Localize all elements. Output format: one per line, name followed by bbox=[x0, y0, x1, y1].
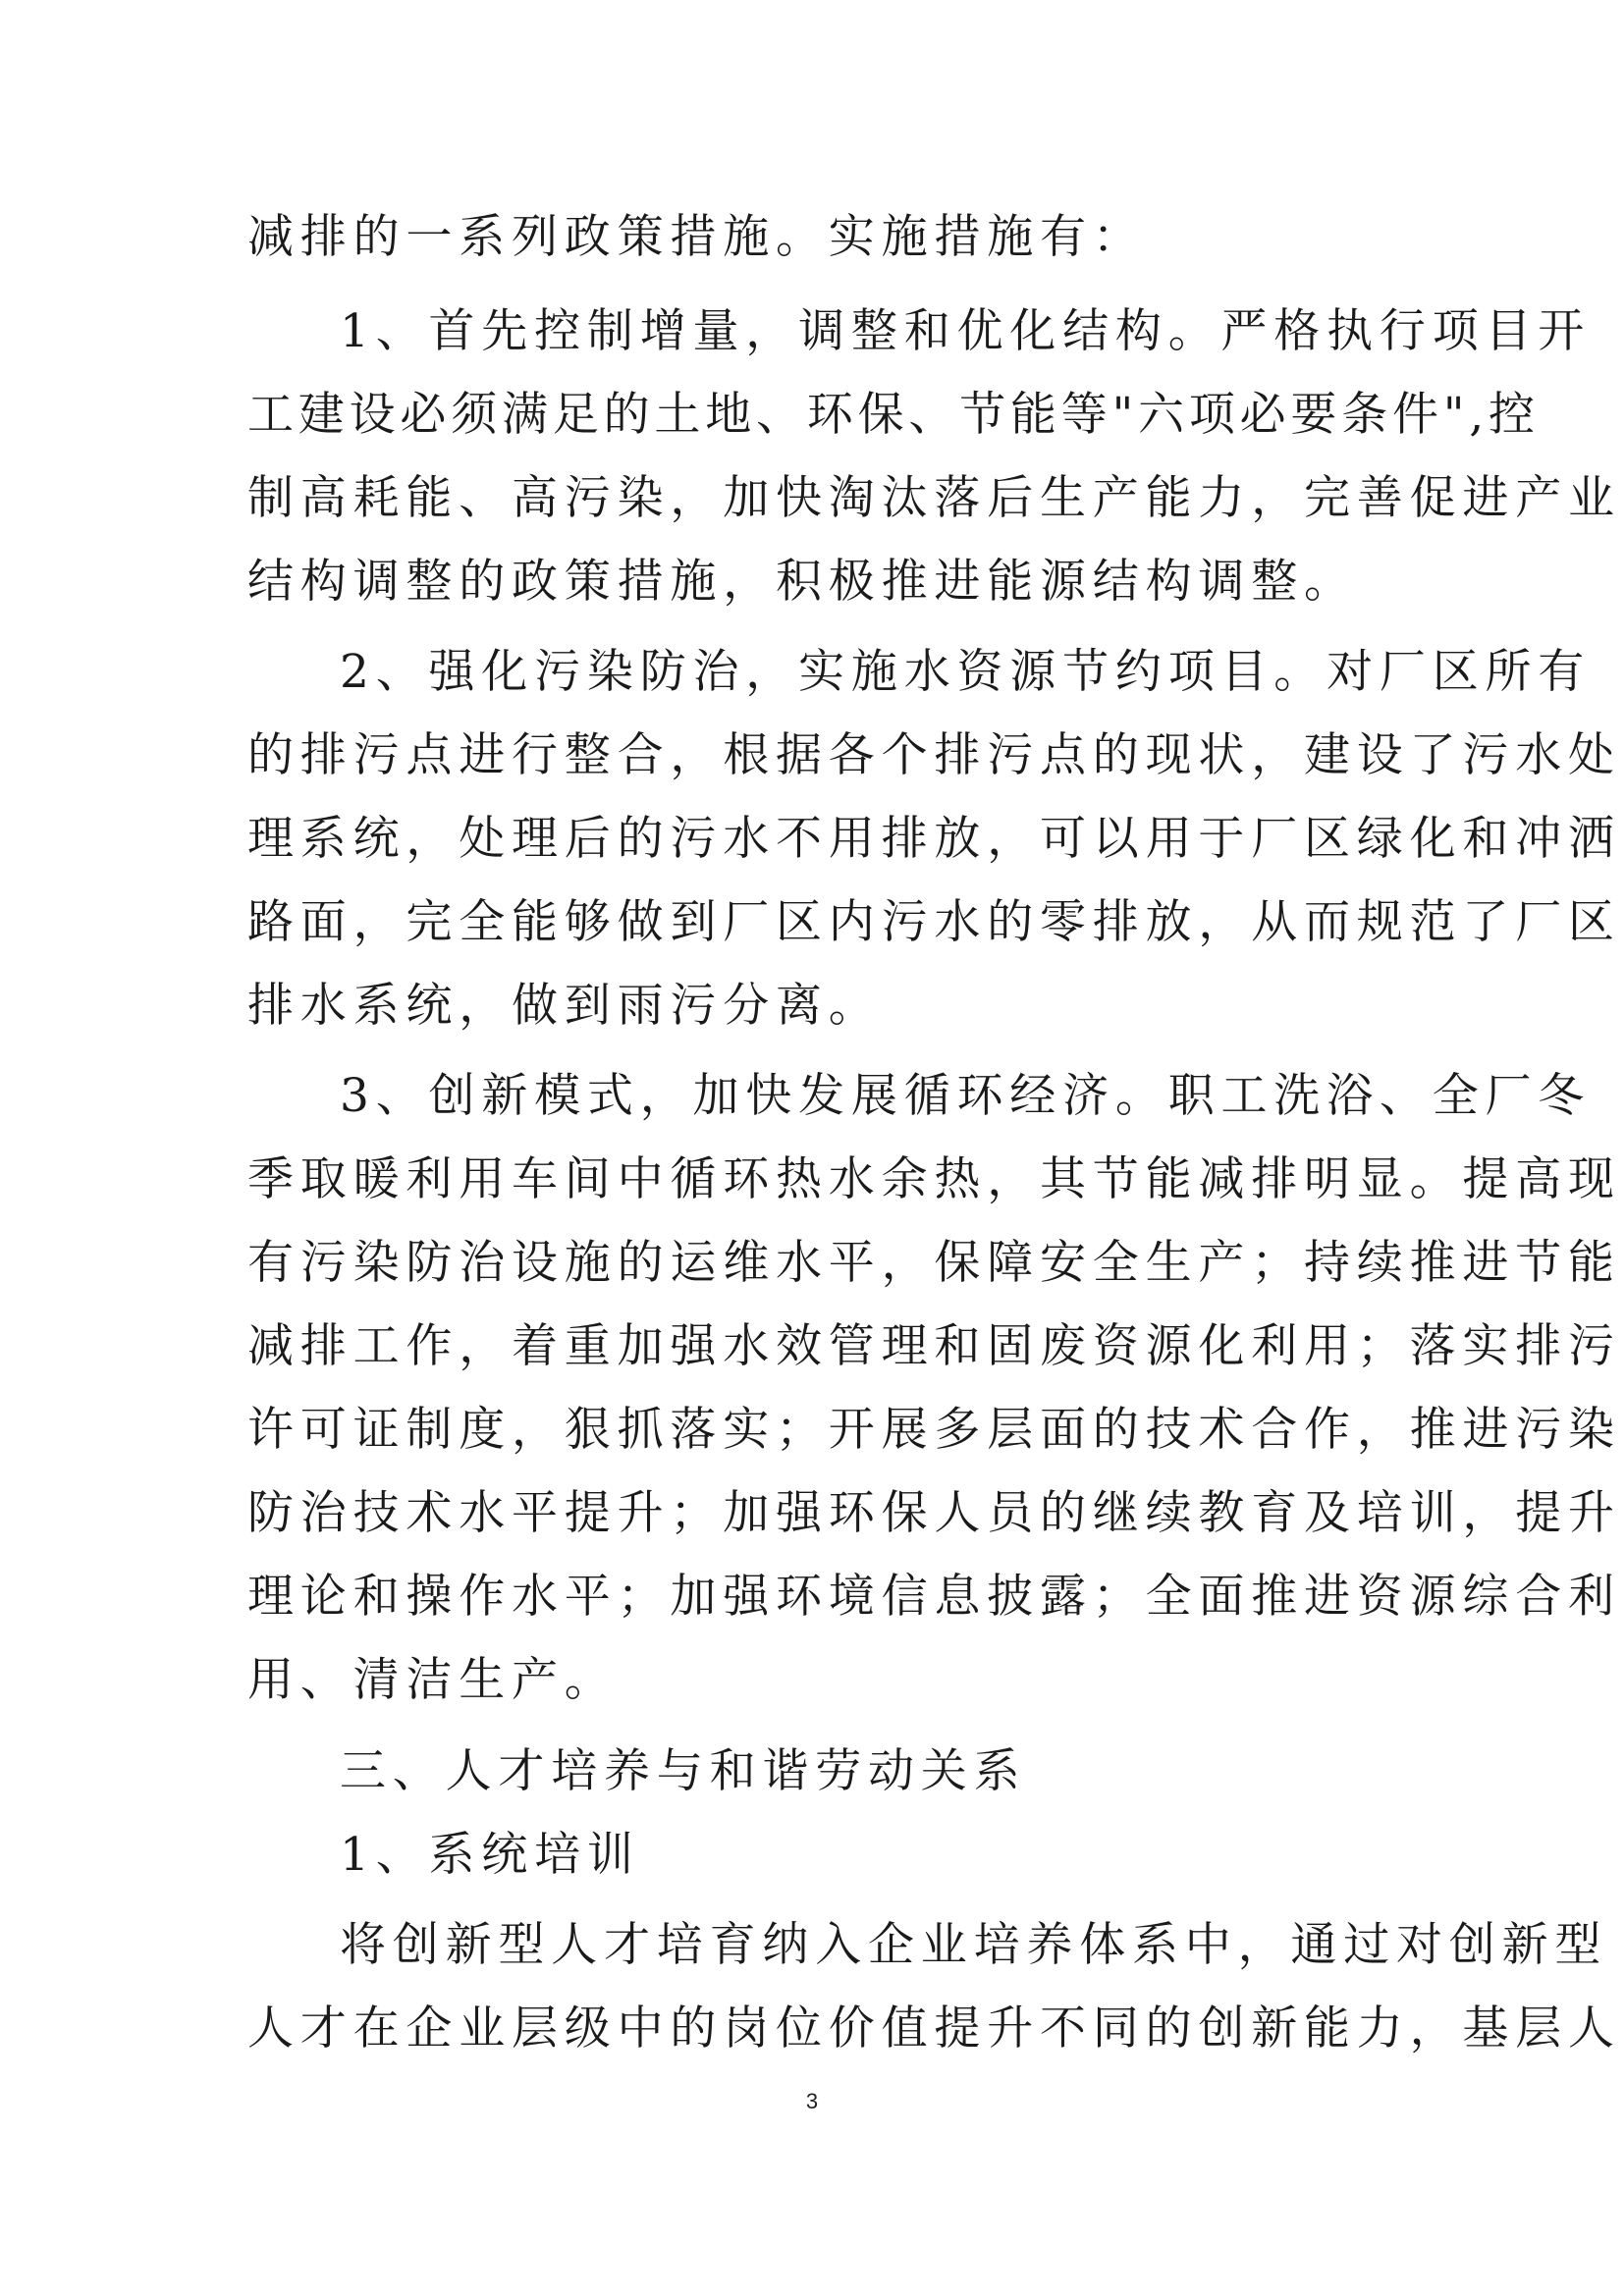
page-number: 3 bbox=[805, 2089, 819, 2113]
text-line-3: 工建设必须满足的土地、环保、节能等"六项必要条件",控 bbox=[247, 388, 1540, 442]
text-line-1: 减排的一系列政策措施。实施措施有： bbox=[247, 210, 1146, 264]
text-line-9: 路面，完全能够做到厂区内污水的零排放，从而规范了厂区 bbox=[247, 895, 1621, 949]
text-line-8: 理系统，处理后的污水不用排放，可以用于厂区绿化和冲洒 bbox=[247, 812, 1621, 866]
text-line-10: 排水系统，做到雨污分离。 bbox=[247, 979, 882, 1033]
text-line-21: 将创新型人才培育纳入企业培养体系中，通过对创新型 bbox=[340, 1918, 1608, 1972]
text-line-22: 人才在企业层级中的岗位价值提升不同的创新能力，基层人 bbox=[247, 2002, 1621, 2056]
text-line-14: 减排工作，着重加强水效管理和固废资源化利用；落实排污 bbox=[247, 1319, 1621, 1373]
text-line-18: 用、清洁生产。 bbox=[247, 1653, 618, 1707]
subsection-heading: 1、系统培训 bbox=[340, 1828, 640, 1882]
text-line-13: 有污染防治设施的运维水平，保障安全生产；持续推进节能 bbox=[247, 1236, 1621, 1290]
text-line-17: 理论和操作水平；加强环境信息披露；全面推进资源综合利 bbox=[247, 1570, 1621, 1624]
text-line-4: 制高耗能、高污染，加快淘汰落后生产能力，完善促进产业 bbox=[247, 471, 1621, 525]
text-line-7: 的排污点进行整合，根据各个排污点的现状，建设了污水处 bbox=[247, 728, 1621, 782]
text-line-12: 季取暖利用车间中循环热水余热，其节能减排明显。提高现 bbox=[247, 1152, 1621, 1206]
text-line-6: 2、强化污染防治，实施水资源节约项目。对厂区所有 bbox=[340, 645, 1592, 699]
text-line-16: 防治技术水平提升；加强环保人员的继续教育及培训，提升 bbox=[247, 1486, 1621, 1540]
text-line-15: 许可证制度，狠抓落实；开展多层面的技术合作，推进污染 bbox=[247, 1403, 1621, 1457]
text-line-2: 1、首先控制增量，调整和优化结构。严格执行项目开 bbox=[340, 304, 1592, 358]
text-line-5: 结构调整的政策措施，积极推进能源结构调整。 bbox=[247, 555, 1357, 609]
text-line-11: 3、创新模式，加快发展循环经济。职工洗浴、全厂冬 bbox=[340, 1069, 1592, 1123]
section-heading: 三、人才培养与和谐劳动关系 bbox=[340, 1744, 1027, 1798]
